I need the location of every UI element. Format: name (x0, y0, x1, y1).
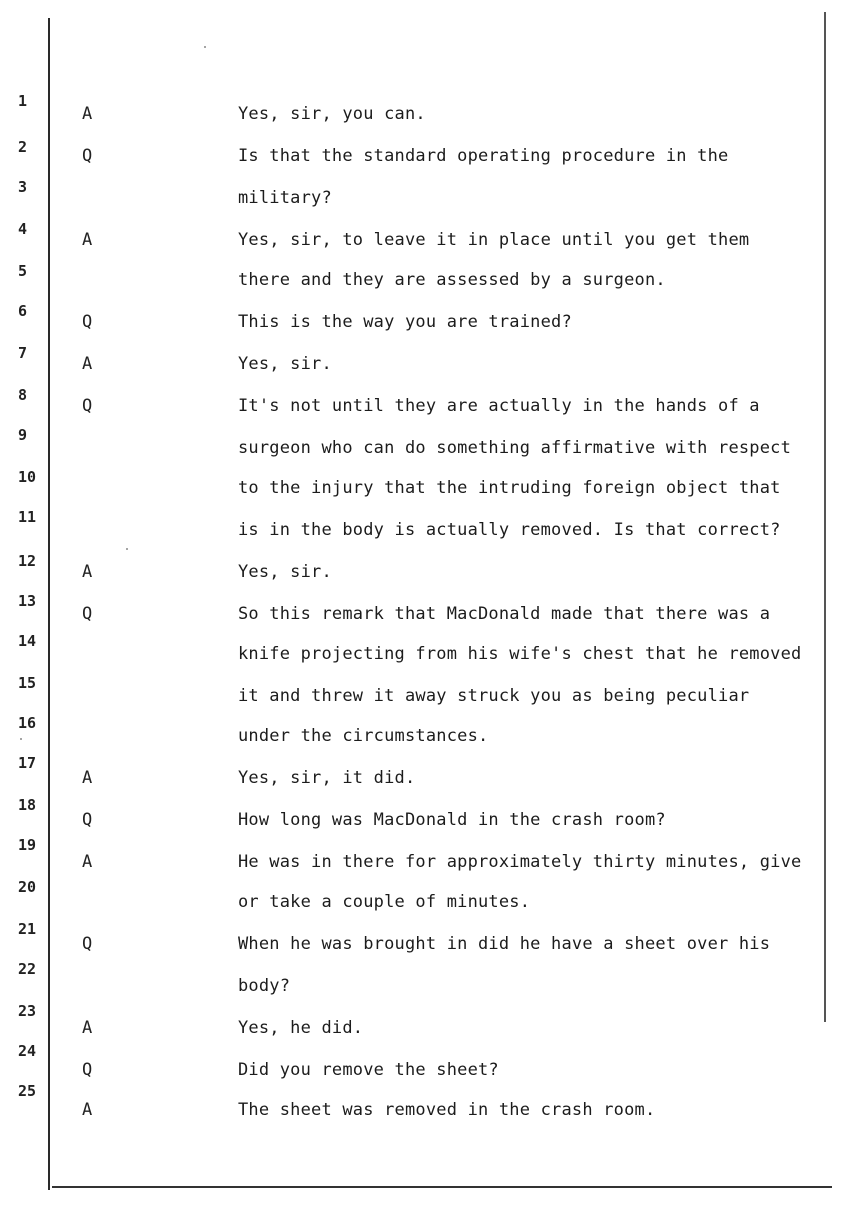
testimony-line: or take a couple of minutes. (238, 892, 531, 912)
line-number: 9 (18, 426, 28, 444)
speaker-label: Q (82, 396, 93, 416)
testimony-line: is in the body is actually removed. Is that correct? (238, 520, 781, 540)
line-number: 4 (18, 220, 28, 238)
testimony-line: Did you remove the sheet? (238, 1060, 499, 1080)
line-number: 20 (18, 878, 37, 896)
line-number: 14 (18, 632, 37, 650)
testimony-line: there and they are assessed by a surgeon. (238, 270, 666, 290)
speaker-label: Q (82, 1060, 93, 1080)
line-number: 11 (18, 508, 37, 526)
testimony-line: under the circumstances. (238, 726, 489, 746)
left-margin-rule (48, 18, 50, 1190)
speaker-label: Q (82, 146, 93, 166)
speaker-label: A (82, 852, 93, 872)
right-margin-rule (824, 12, 826, 1022)
line-number: 18 (18, 796, 37, 814)
line-number: 16 (18, 714, 37, 732)
line-number: 19 (18, 836, 37, 854)
line-number: 10 (18, 468, 37, 486)
line-number: 8 (18, 386, 28, 404)
testimony-line: it and threw it away struck you as being peculiar (238, 686, 750, 706)
testimony-line: Yes, sir. (238, 354, 332, 374)
testimony-line: When he was brought in did he have a sheet over his (238, 934, 771, 954)
testimony-line: Yes, sir, it did. (238, 768, 416, 788)
speaker-label: A (82, 354, 93, 374)
line-number: 1 (18, 92, 28, 110)
scan-speck (20, 738, 22, 740)
scan-speck (126, 548, 128, 550)
speaker-label: A (82, 1018, 93, 1038)
speaker-label: A (82, 230, 93, 250)
scan-speck (204, 46, 206, 48)
line-number: 22 (18, 960, 37, 978)
line-number: 2 (18, 138, 28, 156)
testimony-line: So this remark that MacDonald made that there was a (238, 604, 771, 624)
testimony-line: Yes, he did. (238, 1018, 364, 1038)
speaker-label: Q (82, 934, 93, 954)
bottom-rule (52, 1186, 832, 1188)
testimony-line: knife projecting from his wife's chest that he removed (238, 644, 802, 664)
line-number: 13 (18, 592, 37, 610)
line-number: 21 (18, 920, 37, 938)
testimony-line: Yes, sir, to leave it in place until you get them (238, 230, 750, 250)
testimony-line: surgeon who can do something affirmative with respect (238, 438, 792, 458)
testimony-line: How long was MacDonald in the crash room? (238, 810, 666, 830)
speaker-label: A (82, 768, 93, 788)
line-number: 15 (18, 674, 37, 692)
line-number: 6 (18, 302, 28, 320)
speaker-label: Q (82, 604, 93, 624)
testimony-line: It's not until they are actually in the hands of a (238, 396, 760, 416)
line-number: 25 (18, 1082, 37, 1100)
line-number: 7 (18, 344, 28, 362)
speaker-label: Q (82, 312, 93, 332)
line-number: 17 (18, 754, 37, 772)
speaker-label: A (82, 1100, 93, 1120)
testimony-line: He was in there for approximately thirty minutes, give (238, 852, 802, 872)
line-number: 24 (18, 1042, 37, 1060)
testimony-line: This is the way you are trained? (238, 312, 572, 332)
line-number: 23 (18, 1002, 37, 1020)
line-number: 5 (18, 262, 28, 280)
testimony-line: to the injury that the intruding foreign object that (238, 478, 781, 498)
testimony-line: The sheet was removed in the crash room. (238, 1100, 656, 1120)
testimony-line: body? (238, 976, 291, 996)
testimony-line: Yes, sir. (238, 562, 332, 582)
testimony-line: military? (238, 188, 332, 208)
speaker-label: Q (82, 810, 93, 830)
speaker-label: A (82, 562, 93, 582)
line-number: 12 (18, 552, 37, 570)
testimony-line: Yes, sir, you can. (238, 104, 426, 124)
testimony-line: Is that the standard operating procedure in the (238, 146, 729, 166)
speaker-label: A (82, 104, 93, 124)
line-number: 3 (18, 178, 28, 196)
